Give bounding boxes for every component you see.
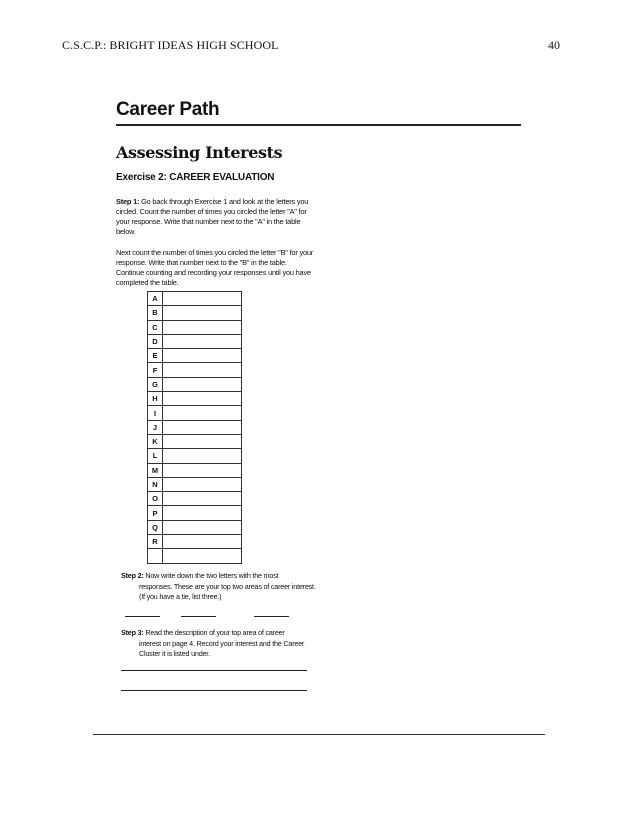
table-row [148, 392, 242, 406]
step1-label: Step 1: [116, 197, 140, 206]
step2-label: Step 2: [121, 571, 144, 580]
table-row [148, 363, 242, 377]
count-cell[interactable] [163, 320, 242, 334]
letter-cell: K [148, 434, 163, 448]
letter-cell: Q [148, 520, 163, 534]
table-row [148, 434, 242, 448]
letter-cell: B [148, 306, 163, 320]
interest-answer-line[interactable] [121, 670, 307, 671]
count-cell[interactable] [163, 535, 242, 549]
count-cell[interactable] [163, 406, 242, 420]
letter-cell: L [148, 449, 163, 463]
letter-cell: O [148, 492, 163, 506]
table-row [148, 306, 242, 320]
letter-cell: C [148, 320, 163, 334]
section-title: Career Path [116, 99, 220, 120]
step1-text: Go back through Exercise 1 and look at the letters you circled. Count the number of times you circled the letter "A" for your response. Write that number next to the "A" in the table below. [116, 197, 309, 236]
table-row [148, 420, 242, 434]
page-number: 40 [548, 38, 560, 52]
step2-line2: responses. These are your top two areas of career interest. [139, 581, 316, 591]
running-head: C.S.C.P.: BRIGHT IDEAS HIGH SCHOOL [62, 38, 279, 52]
answer-blank-2[interactable] [181, 616, 216, 617]
letter-cell [148, 549, 163, 563]
table-row [148, 449, 242, 463]
count-cell[interactable] [163, 292, 242, 306]
count-cell[interactable] [163, 392, 242, 406]
letter-cell: I [148, 406, 163, 420]
letter-cell: H [148, 392, 163, 406]
letter-cell: D [148, 334, 163, 348]
step3-line1 [121, 628, 285, 637]
table-row [148, 549, 242, 563]
letter-cell: G [148, 377, 163, 391]
letter-cell: R [148, 535, 163, 549]
count-cell[interactable] [163, 363, 242, 377]
count-cell[interactable] [163, 477, 242, 491]
table-row [148, 463, 242, 477]
step2-line1-text: Now write down the two letters with the most [145, 571, 279, 580]
count-cell[interactable] [163, 420, 242, 434]
table-row [148, 320, 242, 334]
step3-paragraph [121, 628, 311, 660]
letter-cell: M [148, 463, 163, 477]
step3-line1-text: Read the description of your top area of career [145, 628, 285, 637]
count-cell[interactable] [163, 349, 242, 363]
count-cell[interactable] [163, 306, 242, 320]
count-cell[interactable] [163, 449, 242, 463]
letter-count-table [147, 291, 242, 564]
table-row [148, 406, 242, 420]
title-divider [116, 124, 521, 126]
worksheet-heading: Assessing Interests [116, 143, 283, 162]
letter-cell: E [148, 349, 163, 363]
table-row [148, 477, 242, 491]
letter-cell: J [148, 420, 163, 434]
count-cell[interactable] [163, 334, 242, 348]
count-cell[interactable] [163, 520, 242, 534]
step3-line2: interest on page 4. Record your interest and the Career [139, 638, 305, 648]
letter-cell: F [148, 363, 163, 377]
table-row [148, 349, 242, 363]
answer-blank-3[interactable] [254, 616, 289, 617]
count-cell[interactable] [163, 377, 242, 391]
count-cell[interactable] [163, 463, 242, 477]
step3-line3: Cluster it is listed under. [139, 649, 210, 658]
table-row [148, 535, 242, 549]
step2-line3: (If you have a tie, list three.) [139, 592, 222, 601]
cluster-answer-line[interactable] [121, 690, 307, 691]
table-row [148, 377, 242, 391]
step2-paragraph [121, 571, 331, 603]
letter-cell: A [148, 292, 163, 306]
table-row [148, 520, 242, 534]
letter-cell: P [148, 506, 163, 520]
step1-paragraph [116, 197, 316, 237]
step1-continued-paragraph: Next count the number of times you circled the letter "B" for your response. Write that number next to the "B" in the table. Continue counting and recording your responses until you have completed the table. [116, 248, 314, 287]
count-cell[interactable] [163, 434, 242, 448]
exercise-title: Exercise 2: CAREER EVALUATION [116, 172, 275, 183]
letter-cell: N [148, 477, 163, 491]
step2-line1 [121, 571, 278, 580]
footer-divider [93, 734, 545, 735]
count-cell[interactable] [163, 506, 242, 520]
answer-blank-1[interactable] [125, 616, 160, 617]
table-row [148, 492, 242, 506]
table-row [148, 506, 242, 520]
count-cell[interactable] [163, 549, 242, 563]
count-cell[interactable] [163, 492, 242, 506]
table-row [148, 292, 242, 306]
table-row [148, 334, 242, 348]
step3-label: Step 3: [121, 628, 144, 637]
